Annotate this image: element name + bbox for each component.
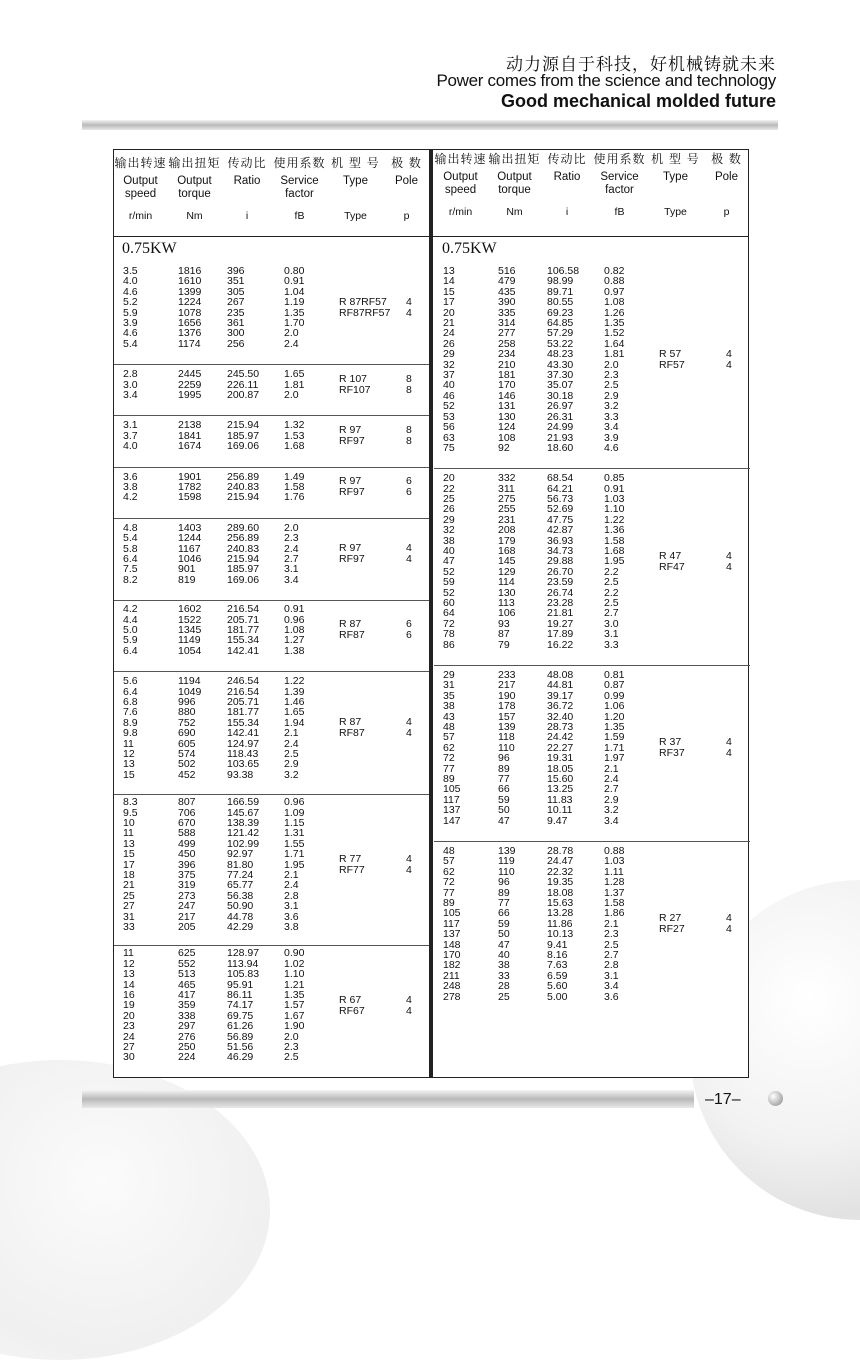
header-sf-en	[592, 171, 647, 197]
sf-column: 1.22 1.39 1.46 1.65 1.94 2.1 2.4 2.5 2.9 3.2	[284, 675, 305, 781]
sf-column: 2.0 2.3 2.4 2.7 3.1 3.4	[284, 521, 299, 586]
header-sf-unit: fB	[294, 210, 305, 222]
type-label: R 97 RF97	[339, 475, 365, 499]
torque-column: 1816 1610 1399 1224 1078 1656 1376 1174	[178, 265, 202, 350]
speed-column: 3.1 3.7 4.0	[123, 419, 138, 453]
header-type-en	[647, 171, 704, 184]
header-ratio-en	[222, 175, 272, 188]
group-separator	[114, 518, 429, 519]
torque-column: 807 706 670 588 499 450 396 375 319 273 247 217 205	[178, 796, 196, 934]
header-sf-right	[592, 153, 647, 233]
header-type-unit: Type	[344, 210, 367, 222]
group-separator	[114, 945, 429, 946]
header-pole-en1: Pole	[394, 175, 419, 187]
header-pole-en	[704, 171, 749, 184]
pole-label: 8 8	[406, 424, 412, 447]
sf-column: 0.80 0.91 1.04 1.19 1.35 1.70 2.0 2.4	[284, 265, 305, 350]
power-label-left: 0.75KW	[122, 240, 177, 257]
header-pole-right	[704, 153, 749, 233]
header-pole-unit: p	[403, 210, 410, 222]
group-separator	[434, 841, 750, 842]
speed-column: 48 57 62 72 77 89 105 117 137 148 170 182 211 248 278	[443, 845, 461, 1003]
header-speed-en1: Output	[443, 171, 478, 183]
type-label: R 57 RF57	[659, 347, 685, 371]
sf-column: 1.32 1.53 1.68	[284, 419, 305, 453]
header-speed-unit: r/min	[448, 206, 473, 218]
header-pole-left	[384, 157, 429, 237]
header-pole-en	[384, 175, 429, 188]
ratio-column: 166.59 145.67 138.39 121.42 102.99 92.97 81.80 77.24 65.77 56.38 50.90 44.78 42.29	[227, 796, 260, 934]
torque-column: 1403 1244 1167 1046 901 819	[178, 521, 202, 586]
page-number: –17–	[705, 1091, 741, 1108]
header-torque-en	[487, 171, 542, 197]
ratio-column: 48.08 44.81 39.17 36.72 32.40 28.73 24.42 22.27 19.31 18.05 15.60 13.25 11.83 10.11 9.47	[547, 669, 574, 827]
header-torque-en2: torque	[178, 188, 211, 200]
ratio-column: 28.78 24.47 22.32 19.35 18.08 15.63 13.28 11.86 10.13 9.41 8.16 7.63 6.59 5.60 5.00	[547, 845, 574, 1003]
sf-column: 0.81 0.87 0.99 1.06 1.20 1.35 1.59 1.71 1.97 2.1 2.4 2.7 2.9 3.2 3.4	[604, 669, 625, 827]
sf-column: 0.88 1.03 1.11 1.28 1.37 1.58 1.86 2.1 2.3 2.5 2.7 2.8 3.1 3.4 3.6	[604, 845, 625, 1003]
torque-column: 2445 2259 1995	[178, 368, 202, 401]
header-sf-cn: 使用系数	[593, 152, 646, 166]
header-torque-left	[167, 157, 222, 237]
pole-label: 4 4	[726, 549, 732, 573]
header-sf-en1: Service	[600, 171, 639, 183]
speed-column: 29 31 35 38 43 48 57 62 72 77 89 105 117 137 147	[443, 669, 461, 827]
speed-column: 4.2 4.4 5.0 5.9 6.4	[123, 603, 138, 657]
header-sf-en	[272, 175, 327, 201]
group-separator	[114, 600, 429, 601]
header-sf-en2: factor	[605, 184, 634, 196]
sf-column: 0.91 0.96 1.08 1.27 1.38	[284, 603, 305, 657]
header-sf-left	[272, 157, 327, 237]
header-ratio-right	[542, 153, 592, 233]
type-label: R 87 RF87	[339, 618, 365, 642]
sf-column: 1.49 1.58 1.76	[284, 470, 305, 504]
type-label: R 47 RF47	[659, 549, 685, 573]
ratio-column: 216.54 205.71 181.77 155.34 142.41	[227, 603, 260, 657]
pole-label: 4 4	[406, 993, 412, 1017]
pole-label: 8 8	[406, 372, 412, 396]
header-speed-en	[114, 175, 167, 201]
header-chinese-slogan: 动力源自于科技，好机械铸就未来	[506, 55, 776, 75]
group-separator	[434, 468, 750, 469]
header-sf-en1: Service	[280, 175, 319, 187]
group-separator	[114, 794, 429, 795]
header-type-left	[327, 157, 384, 237]
header-ratio-cn: 传动比	[227, 156, 267, 170]
header-sf-unit: fB	[614, 206, 625, 218]
sf-column: 0.90 1.02 1.10 1.21 1.35 1.57 1.67 1.90 2.0 2.3 2.5	[284, 947, 305, 1064]
header-ratio-unit: i	[565, 206, 569, 218]
speed-column: 20 22 25 26 29 32 38 40 47 52 59 52 60 64 72 78 86	[443, 472, 455, 651]
header-ratio-en1: Ratio	[553, 171, 581, 183]
footer-rule	[82, 1090, 694, 1108]
header-type-en1: Type	[663, 171, 688, 183]
header-ratio-left	[222, 157, 272, 237]
header-type-en1: Type	[343, 175, 368, 187]
type-label: R 77 RF77	[339, 852, 365, 876]
header-torque-unit: Nm	[186, 210, 203, 222]
header-speed-cn: 输出转速	[114, 156, 167, 170]
header-ratio-en1: Ratio	[233, 175, 261, 187]
header-speed-en	[434, 171, 487, 197]
type-label: R 87RF57 RF87RF57	[339, 295, 391, 319]
pole-label: 6 6	[406, 475, 412, 499]
ratio-column: 245.50 226.11 200.87	[227, 368, 260, 401]
header-ratio-unit: i	[245, 210, 249, 222]
header-torque-en1: Output	[177, 175, 212, 187]
header-ratio-en	[542, 171, 592, 184]
header-pole-en1: Pole	[714, 171, 739, 183]
header-pole-cn: 极 数	[711, 152, 742, 166]
header-english-slogan: Power comes from the science and technology	[436, 71, 776, 90]
pole-label: 4 4	[406, 542, 412, 565]
speed-column: 11 12 13 14 16 19 20 23 24 27 30	[123, 947, 135, 1064]
power-label-right: 0.75KW	[442, 240, 497, 257]
ratio-column: 289.60 256.89 240.83 215.94 185.97 169.06	[227, 521, 260, 586]
header-speed-en2: speed	[444, 184, 477, 196]
header-sf-en2: factor	[285, 188, 314, 200]
type-label: R 27 RF27	[659, 912, 685, 935]
torque-column: 1901 1782 1598	[178, 470, 202, 504]
ratio-column: 128.97 113.94 105.83 95.91 86.11 74.17 69.75 61.26 56.89 51.56 46.29	[227, 947, 260, 1064]
header-torque-cn: 输出扭矩	[168, 156, 221, 170]
group-separator	[114, 671, 429, 672]
ratio-column: 246.54 216.54 205.71 181.77 155.34 142.41 124.97 118.43 103.65 93.38	[227, 675, 260, 781]
pole-label: 4 4	[726, 736, 732, 759]
header-sf-cn: 使用系数	[273, 156, 326, 170]
torque-column: 139 119 110 96 89 77 66 59 50 47 40 38 33 28 25	[498, 845, 516, 1003]
torque-column: 233 217 190 178 157 139 118 110 96 89 77 66 59 50 47	[498, 669, 516, 827]
header-torque-en2: torque	[498, 184, 531, 196]
type-label: R 97 RF97	[339, 424, 365, 447]
type-label: R 37 RF37	[659, 736, 685, 759]
page-bullet-icon	[768, 1091, 783, 1106]
header-torque-right	[487, 153, 542, 233]
header-pole-unit: p	[723, 206, 730, 218]
pole-label: 4 4	[406, 295, 412, 319]
torque-column: 2138 1841 1674	[178, 419, 202, 453]
header-speed-en1: Output	[123, 175, 158, 187]
speed-column: 2.8 3.0 3.4	[123, 368, 138, 401]
speed-column: 8.3 9.5 10 11 13 15 17 18 21 25 27 31 33	[123, 796, 138, 934]
ratio-column: 256.89 240.83 215.94	[227, 470, 260, 504]
group-separator	[114, 415, 429, 416]
header-torque-unit: Nm	[506, 206, 523, 218]
header-type-right	[647, 153, 704, 233]
speed-column: 3.6 3.8 4.2	[123, 470, 138, 504]
header-bold-slogan: Good mechanical molded future	[500, 91, 776, 111]
header-speed-cn: 输出转速	[434, 152, 487, 166]
group-separator	[114, 467, 429, 468]
pole-label: 4 4	[726, 912, 732, 935]
type-label: R 107 RF107	[339, 372, 371, 396]
pole-label: 4 4	[406, 852, 412, 876]
sf-column: 0.85 0.91 1.03 1.10 1.22 1.36 1.58 1.68 1.95 2.2 2.5 2.2 2.5 2.7 3.0 3.1 3.3	[604, 472, 625, 651]
torque-column: 516 479 435 390 335 314 277 258 234 210 181 170 146 131 130 124 108 92	[498, 265, 516, 454]
header-speed-left	[114, 157, 167, 237]
header-speed-right	[434, 153, 487, 233]
ratio-column: 396 351 305 267 235 361 300 256	[227, 265, 245, 350]
pole-label: 4 4	[726, 347, 732, 371]
group-separator	[434, 665, 750, 666]
sf-column: 1.65 1.81 2.0	[284, 368, 305, 401]
header-type-en	[327, 175, 384, 188]
table-divider	[429, 150, 433, 1077]
header-ratio-cn: 传动比	[547, 152, 587, 166]
pole-label: 4 4	[406, 716, 412, 740]
speed-column: 3.5 4.0 4.6 5.2 5.9 3.9 4.6 5.4	[123, 265, 138, 350]
sf-column: 0.96 1.09 1.15 1.31 1.55 1.71 1.95 2.1 2.4 2.8 3.1 3.6 3.8	[284, 796, 305, 934]
pole-label: 6 6	[406, 618, 412, 642]
header-speed-en2: speed	[124, 188, 157, 200]
header-torque-cn: 输出扭矩	[488, 152, 541, 166]
header-torque-en1: Output	[497, 171, 532, 183]
type-label: R 67 RF67	[339, 993, 365, 1017]
torque-column: 332 311 275 255 231 208 179 168 145 129 114 130 113 106 93 87 79	[498, 472, 516, 651]
torque-column: 1602 1522 1345 1149 1054	[178, 603, 202, 657]
header-torque-en	[167, 175, 222, 201]
group-separator	[114, 364, 429, 365]
header-pole-cn: 极 数	[391, 156, 422, 170]
header-rule	[82, 120, 778, 130]
type-label: R 87 RF87	[339, 716, 365, 740]
sf-column: 0.82 0.88 0.97 1.08 1.26 1.35 1.52 1.64 1.81 2.0 2.3 2.5 2.9 3.2 3.3 3.4 3.9 4.6	[604, 265, 625, 454]
torque-column: 625 552 513 465 417 359 338 297 276 250 224	[178, 947, 196, 1064]
type-label: R 97 RF97	[339, 542, 365, 565]
header-speed-unit: r/min	[128, 210, 153, 222]
ratio-column: 106.58 98.99 89.71 80.55 69.23 64.85 57.29 53.22 48.23 43.30 37.30 35.07 30.18 26.97 26.31 24.99 21.93 18.60	[547, 265, 580, 454]
ratio-column: 68.54 64.21 56.73 52.69 47.75 42.87 36.93 34.73 29.88 26.70 23.59 26.74 23.28 21.81 19.27 17.89 16.22	[547, 472, 574, 651]
header-type-unit: Type	[664, 206, 687, 218]
gear-motor-table	[113, 149, 749, 1078]
header-type-cn: 机 型 号	[331, 156, 380, 170]
speed-column: 4.8 5.4 5.8 6.4 7.5 8.2	[123, 521, 138, 586]
speed-column: 13 14 15 17 20 21 24 26 29 32 37 40 46 52 53 56 63 75	[443, 265, 455, 454]
speed-column: 5.6 6.4 6.8 7.6 8.9 9.8 11 12 13 15	[123, 675, 138, 781]
torque-column: 1194 1049 996 880 752 690 605 574 502 452	[178, 675, 202, 781]
header-type-cn: 机 型 号	[651, 152, 700, 166]
ratio-column: 215.94 185.97 169.06	[227, 419, 260, 453]
